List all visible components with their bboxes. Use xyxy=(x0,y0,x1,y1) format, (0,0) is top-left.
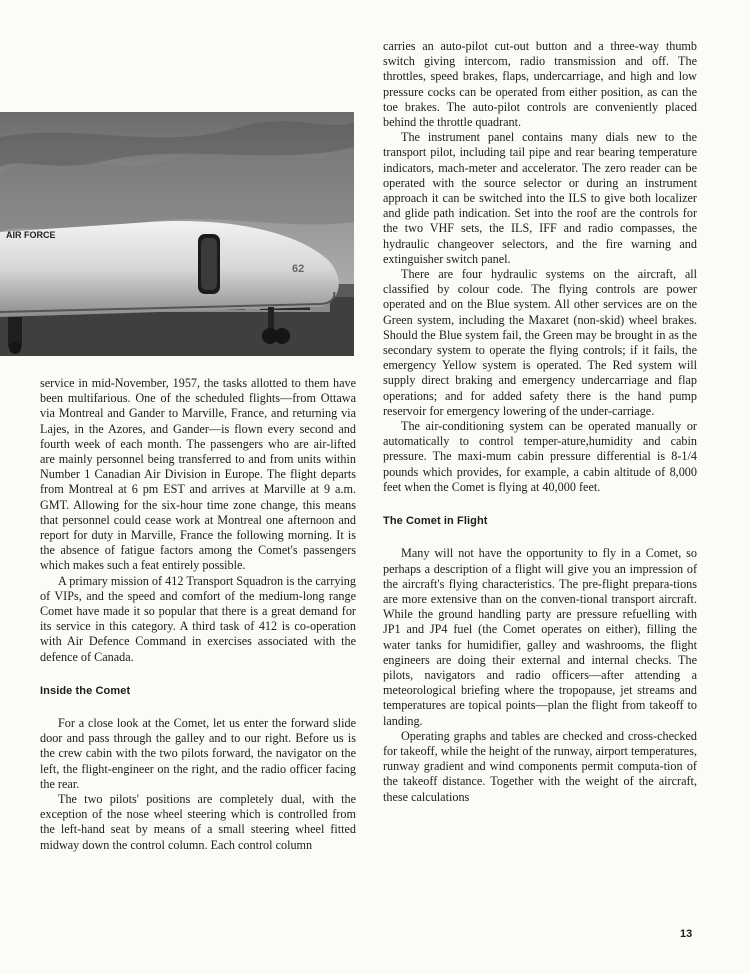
paragraph: A primary mission of 412 Transport Squadron is the carrying of VIPs, and the speed and comfort of the medium-long range Comet have made it so popular that there is a great demand for its service in this category. A third task of 412 is co-operation with Air Defence Command in exercises associated with the defence of Canada. xyxy=(40,573,356,664)
paragraph: For a close look at the Comet, let us enter the forward slide door and pass through the galley and to our right. Before us is the crew cabin with the two pilots forward, the navigator on the left, the flight-engineer on the right, and the radio officer facing the rear. xyxy=(40,716,356,791)
paragraph: Many will not have the opportunity to fly in a Comet, so perhaps a description of a flight will give you an impression of the aircraft's flying characteristics. The pre-flight prepara-tions are more extensive than on the conven-tional transport aircraft. While the ground handling party are pressure refuelling with JP1 and JP4 fuel (the Comet operates on either), filling the water tanks for humidifier, galley and washrooms, the flight engineers are doing their external and internal checks. The pilots, navigators and radio officers—after attending a meteorological briefing where the tropopause, jet streams and temperatures are topical points—plan the flight from takeoff to landing. xyxy=(383,546,697,728)
comet-aircraft-photo xyxy=(0,112,354,356)
paragraph: The instrument panel contains many dials new to the transport pilot, including tail pipe and rear bearing temperature indicators, mach-meter and accelerator. The zero reader can be operated with the source selector or during an instrument approach it can be switched into the ILS to give both localizer and glide path indication. Set into the roof are the controls for the two VHF sets, the ILS, IFF and radio compasses, the hydraulic changeover selectors, and the fire warning and extinguisher switch panel. xyxy=(383,130,697,266)
fuselage-lettering: AIR FORCE xyxy=(6,230,56,240)
page-number: 13 xyxy=(680,928,693,940)
right-text-column xyxy=(383,39,697,805)
paragraph: The air-conditioning system can be operated manually or automatically to control temper-ature,humidity and cabin pressure. The maxi-mum cabin pressure differential is 8-1/4 pounds which provides, for example, a cabin altitude of 8,000 feet when the Comet is flying at 40,000 feet. xyxy=(383,419,697,494)
left-text-column xyxy=(40,376,356,853)
aircraft-photo-image xyxy=(0,112,354,356)
section-heading: Inside the Comet xyxy=(40,684,131,697)
paragraph: carries an auto-pilot cut-out button and a three-way thumb switch giving intercom, radio transmission and off. The throttles, speed brakes, flaps, undercarriage, and high and low pressure cocks can be operated from either position, as can the toe brakes. The auto-pilot controls are conveniently placed behind the throttle quadrant. xyxy=(383,39,697,130)
tail-code: 62 xyxy=(292,263,305,275)
paragraph: Operating graphs and tables are checked and cross-checked for takeoff, while the height of the runway, airport temperatures, runway gradient and wind components permit computa-tion of the takeoff distance. Together with the weight of the aircraft, these calculations xyxy=(383,728,697,804)
paragraph: There are four hydraulic systems on the aircraft, all classified by colour code. The flying controls are power operated and on the Blue system. All other services are on the Green system, including the Maxaret (non-skid) wheel brakes. Should the Blue system fail, the Green may be brought in as the secondary system to operate the flying controls; if it fails, the emergency Yellow system is operated. The Red system will supply direct braking and emergency undercarriage and flap operations; and for added safety there is the hand pump reservoir for emergency lowering of the under-carriage. xyxy=(383,267,697,418)
paragraph: The two pilots' positions are completely dual, with the exception of the nose wheel steering which is controlled from the left-hand seat by means of a small steering wheel fitted midway down the control column. Each control column xyxy=(40,792,356,852)
section-heading: The Comet in Flight xyxy=(383,515,488,528)
paragraph: service in mid-November, 1957, the tasks allotted to them have been multifarious. One of the scheduled flights—from Ottawa via Montreal and Gander to Marville, France, and returning via Lajes, in the Azores, and Gander—is flown every second and fourth week of each month. The passengers who are air-lifted are mainly personnel being transferred to and from units within Number 1 Canadian Air Division in Europe. The flight departs from Montreal at 6 pm EST and arrives at Marville at 9 a.m. GMT. Allowing for the six-hour time zone change, this means that personnel could cease work at Montreal one afternoon and report for duty in Marville, France the following morning. It is the absence of fatigue factors among the Comet's passengers which makes such a feat entirely possible. xyxy=(40,376,356,573)
